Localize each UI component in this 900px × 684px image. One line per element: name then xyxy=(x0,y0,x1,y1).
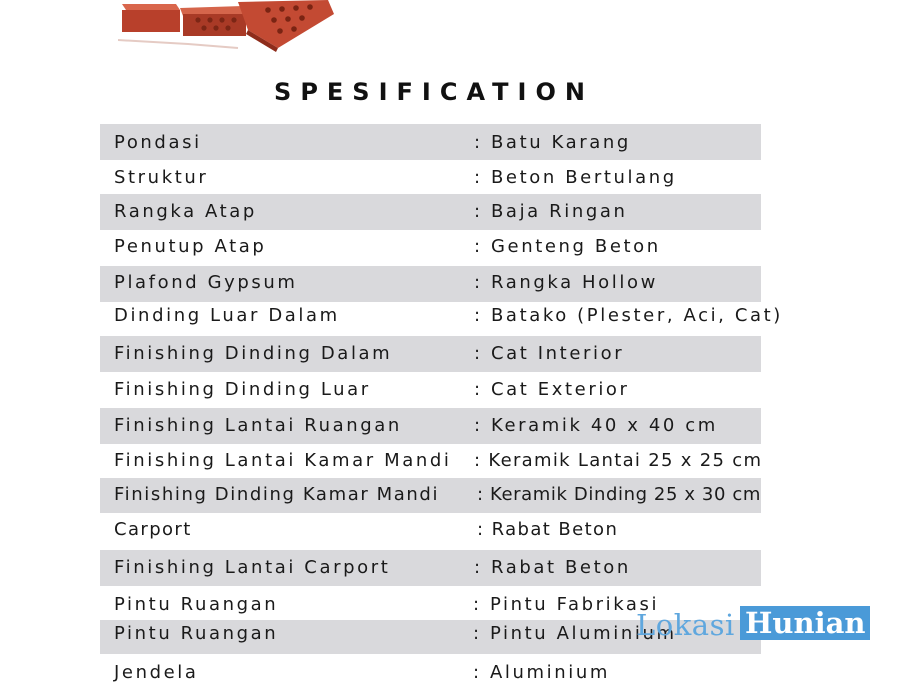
spec-row xyxy=(100,160,761,194)
spec-value: : Pintu Fabrikasi xyxy=(473,594,660,615)
spec-value: : Rabat Beton xyxy=(477,519,619,540)
watermark-text-hunian: Hunian xyxy=(740,606,870,640)
spec-row xyxy=(100,408,761,444)
spec-label: Pintu Ruangan xyxy=(114,623,279,644)
spec-row xyxy=(100,124,761,160)
brick-left xyxy=(122,4,180,32)
spec-row xyxy=(100,372,761,408)
spec-label: Finishing Lantai Carport xyxy=(114,557,391,578)
spec-value: : Keramik Dinding 25 x 30 cm xyxy=(477,484,761,505)
spec-value: : Genteng Beton xyxy=(474,236,661,257)
brick-middle xyxy=(180,6,246,36)
spec-value: : Aluminium xyxy=(473,662,610,683)
spec-row xyxy=(100,302,783,336)
spec-label: Pintu Ruangan xyxy=(114,594,279,615)
bricks-illustration xyxy=(118,0,338,52)
spec-row xyxy=(100,230,761,265)
spec-label: Finishing Dinding Kamar Mandi xyxy=(114,484,440,505)
spec-row xyxy=(100,513,761,549)
spec-row xyxy=(100,478,761,513)
spec-label: Carport xyxy=(114,519,192,540)
spec-value: : Keramik 40 x 40 cm xyxy=(474,415,718,436)
brick-right xyxy=(238,0,334,52)
spec-value: : Cat Interior xyxy=(474,343,625,364)
spec-value: : Beton Bertulang xyxy=(474,167,677,188)
spec-row xyxy=(100,444,761,478)
spec-value: : Rangka Hollow xyxy=(474,272,658,293)
spec-label: Jendela xyxy=(114,662,199,683)
spec-row xyxy=(100,654,761,684)
spec-row xyxy=(100,550,761,586)
brick-shadow xyxy=(118,40,238,48)
spec-value: : Cat Exterior xyxy=(474,379,630,400)
watermark-logo xyxy=(636,606,866,642)
spec-row xyxy=(100,336,761,372)
spec-value: : Batu Karang xyxy=(474,132,631,153)
spec-label: Finishing Dinding Luar xyxy=(114,379,371,400)
spec-row xyxy=(100,266,761,302)
watermark-text-lokasi: Lokasi xyxy=(636,608,735,642)
spec-label: Finishing Lantai Ruangan xyxy=(114,415,402,436)
spec-label: Struktur xyxy=(114,167,209,188)
spec-value: : Baja Ringan xyxy=(474,201,628,222)
spec-label: Penutup Atap xyxy=(114,236,267,257)
spec-label: Finishing Dinding Dalam xyxy=(114,343,393,364)
spec-value: : Batako (Plester, Aci, Cat) xyxy=(474,305,783,326)
spec-label: Dinding Luar Dalam xyxy=(114,305,340,326)
spec-label: Pondasi xyxy=(114,132,202,153)
spec-value: : Rabat Beton xyxy=(474,557,631,578)
spec-label: Rangka Atap xyxy=(114,201,257,222)
spec-label: Finishing Lantai Kamar Mandi xyxy=(114,450,452,471)
spec-label: Plafond Gypsum xyxy=(114,272,298,293)
spec-value: : Pintu Aluminium xyxy=(473,623,677,644)
spec-row xyxy=(100,194,761,230)
spec-value: : Keramik Lantai 25 x 25 cm xyxy=(474,450,763,471)
page-title: SPESIFICATION xyxy=(274,78,594,106)
